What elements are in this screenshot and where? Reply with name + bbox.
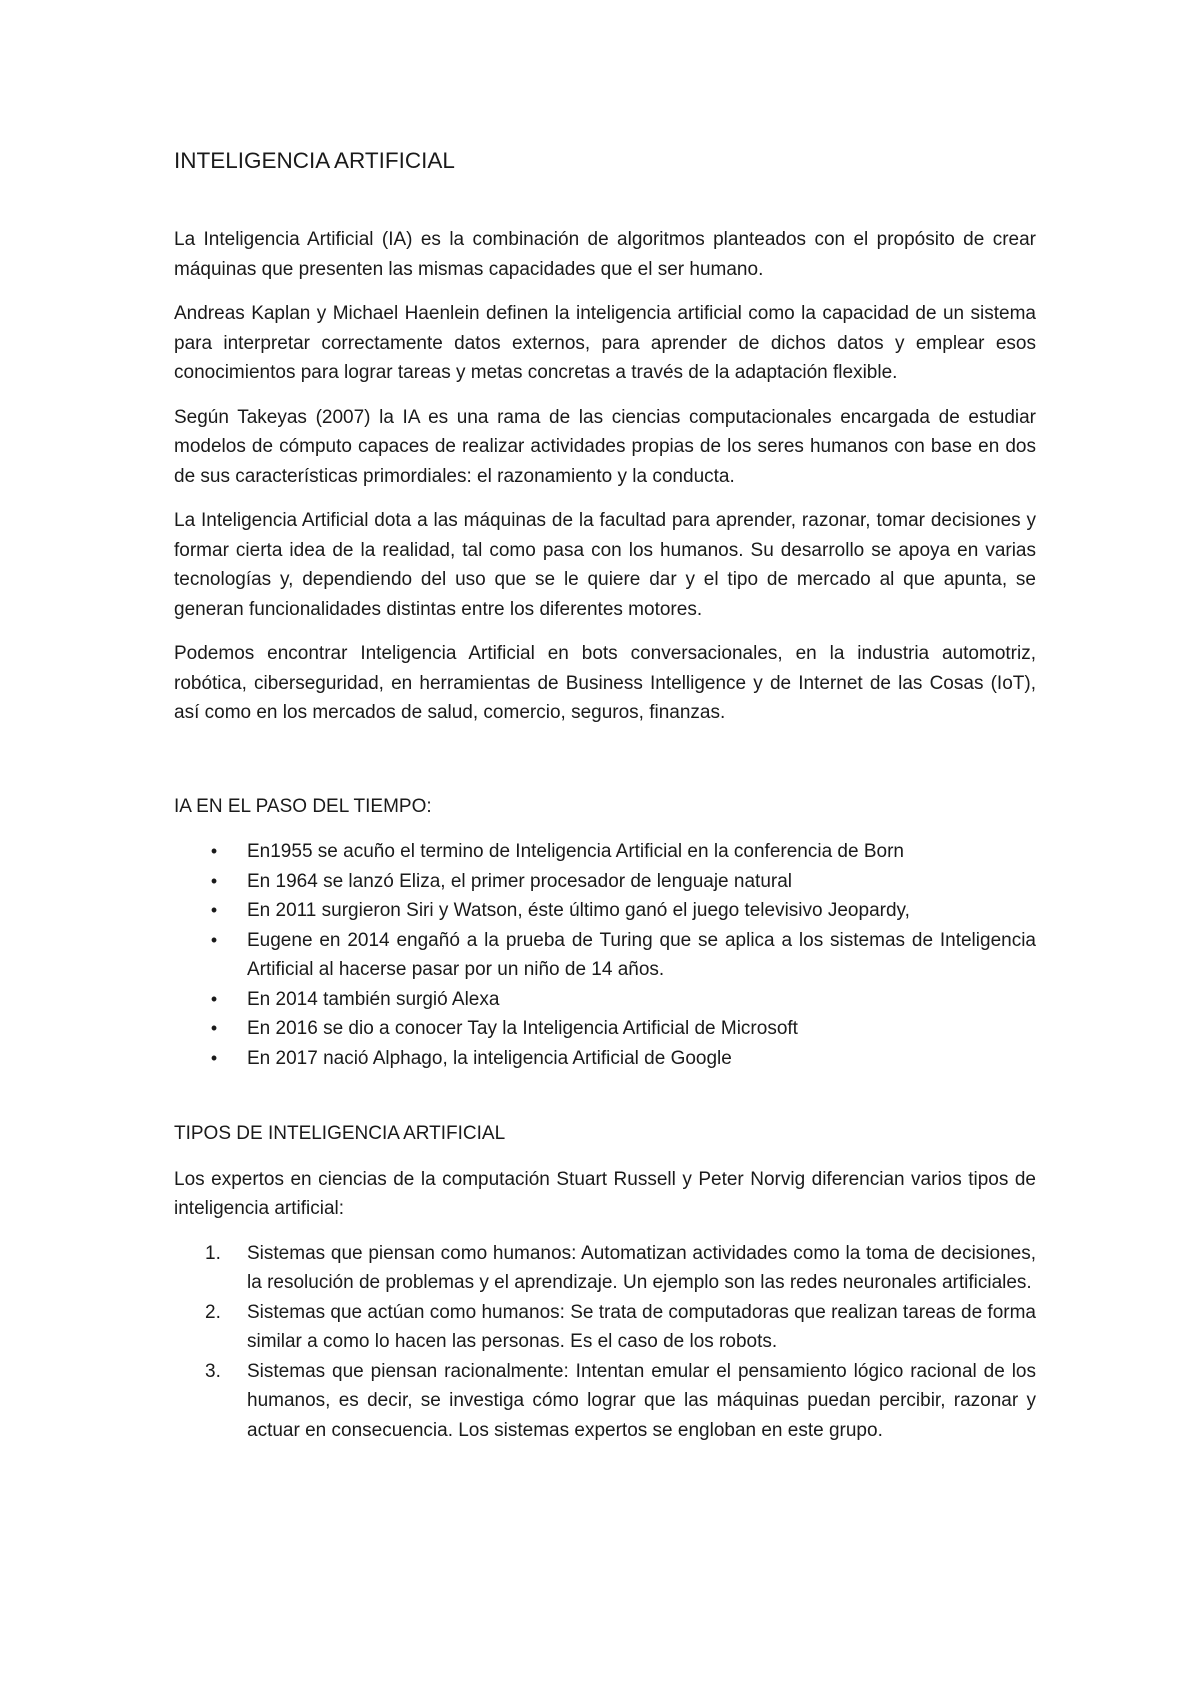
item-number: 1. bbox=[205, 1242, 221, 1264]
types-heading: TIPOS DE INTELIGENCIA ARTIFICIAL bbox=[174, 1123, 506, 1144]
paragraph: Andreas Kaplan y Michael Haenlein definen la inteligencia artificial como la capacidad de un sistema para interpretar correctamente datos externos, para aprender de dichos datos y emplear esos conocimientos para lograr tareas y metas concretas a través de la adaptación flexible. bbox=[174, 303, 1036, 383]
list-item-text: En 2016 se dio a conocer Tay la Inteligencia Artificial de Microsoft bbox=[247, 1018, 798, 1039]
list-item-text: En 2011 surgieron Siri y Watson, éste último ganó el juego televisivo Jeopardy, bbox=[247, 900, 910, 921]
list-item bbox=[174, 926, 1036, 985]
paragraph: La Inteligencia Artificial (IA) es la combinación de algoritmos planteados con el propósito de crear máquinas que presenten las mismas capacidades que el ser humano. bbox=[174, 229, 1036, 280]
spacer bbox=[174, 1073, 1036, 1119]
paragraph: Podemos encontrar Inteligencia Artificial en bots conversacionales, en la industria automotriz, robótica, ciberseguridad, en herramientas de Business Intelligence y de Internet de las Cosas (IoT), así como en los mercados de salud, comercio, seguros, finanzas. bbox=[174, 643, 1036, 723]
list-item bbox=[174, 985, 1036, 1015]
list-item-text: En1955 se acuño el termino de Inteligencia Artificial en la conferencia de Born bbox=[247, 841, 904, 862]
types-list bbox=[174, 1239, 1036, 1446]
list-item bbox=[174, 1044, 1036, 1074]
list-item-text: Eugene en 2014 engañó a la prueba de Turing que se aplica a los sistemas de Inteligencia Artificial al hacerse pasar por un niño de 14 años. bbox=[247, 929, 1036, 980]
list-item bbox=[174, 837, 1036, 867]
timeline-heading: IA EN EL PASO DEL TIEMPO: bbox=[174, 795, 432, 817]
bullet-icon: • bbox=[210, 988, 218, 1009]
paragraph: Los expertos en ciencias de la computación Stuart Russell y Peter Norvig diferencian varios tipos de inteligencia artificial: bbox=[174, 1168, 1036, 1219]
numbered-item bbox=[174, 1239, 1036, 1298]
bullet-icon: • bbox=[210, 841, 218, 861]
list-item bbox=[174, 867, 1036, 897]
bullet-icon: • bbox=[210, 870, 218, 891]
numbered-item bbox=[174, 1357, 1036, 1446]
document-body bbox=[174, 146, 1036, 1445]
paragraph: La Inteligencia Artificial dota a las máquinas de la facultad para aprender, razonar, tomar decisiones y formar cierta idea de la realidad, tal como pasa con los humanos. Su desarrollo se apoya en varias tecnologías y, dependiendo del uso que se le quiere dar y el tipo de mercado al que apunta, se generan funcionalidades distintas entre los diferentes motores. bbox=[174, 510, 1036, 620]
list-item-text: En 2014 también surgió Alexa bbox=[247, 988, 500, 1010]
bullet-icon: • bbox=[210, 929, 218, 950]
timeline-list bbox=[174, 837, 1036, 1073]
list-item-text: En 1964 se lanzó Eliza, el primer procesador de lenguaje natural bbox=[247, 870, 792, 892]
list-item bbox=[174, 896, 1036, 926]
paragraph: Según Takeyas (2007) la IA es una rama de las ciencias computacionales encargada de estudiar modelos de cómputo capaces de realizar actividades propias de los seres humanos con base en dos de sus características primordiales: el razonamiento y la conducta. bbox=[174, 406, 1036, 487]
bullet-icon: • bbox=[210, 900, 218, 920]
numbered-item-text: Sistemas que actúan como humanos: Se trata de computadoras que realizan tareas de forma similar a como lo hacen las personas. Es el caso de los robots. bbox=[247, 1301, 1036, 1352]
list-item bbox=[174, 1014, 1036, 1044]
item-number: 2. bbox=[205, 1301, 221, 1323]
numbered-item bbox=[174, 1298, 1036, 1357]
numbered-item-text: Sistemas que piensan racionalmente: Intentan emular el pensamiento lógico racional de los humanos, es decir, se investiga cómo lograr que las máquinas puedan percibir, razonar y actuar en consecuencia. Los sistemas expertos se engloban en este grupo. bbox=[247, 1360, 1036, 1441]
numbered-item-text: Sistemas que piensan como humanos: Automatizan actividades como la toma de decisiones, la resolución de problemas y el aprendizaje. Un ejemplo son las redes neuronales artificiales. bbox=[247, 1242, 1036, 1293]
document-title: INTELIGENCIA ARTIFICIAL bbox=[174, 148, 455, 173]
item-number: 3. bbox=[205, 1360, 221, 1382]
spacer bbox=[174, 743, 1036, 792]
bullet-icon: • bbox=[210, 1018, 218, 1038]
list-item-text: En 2017 nació Alphago, la inteligencia Artificial de Google bbox=[247, 1047, 732, 1069]
bullet-icon: • bbox=[210, 1047, 218, 1068]
